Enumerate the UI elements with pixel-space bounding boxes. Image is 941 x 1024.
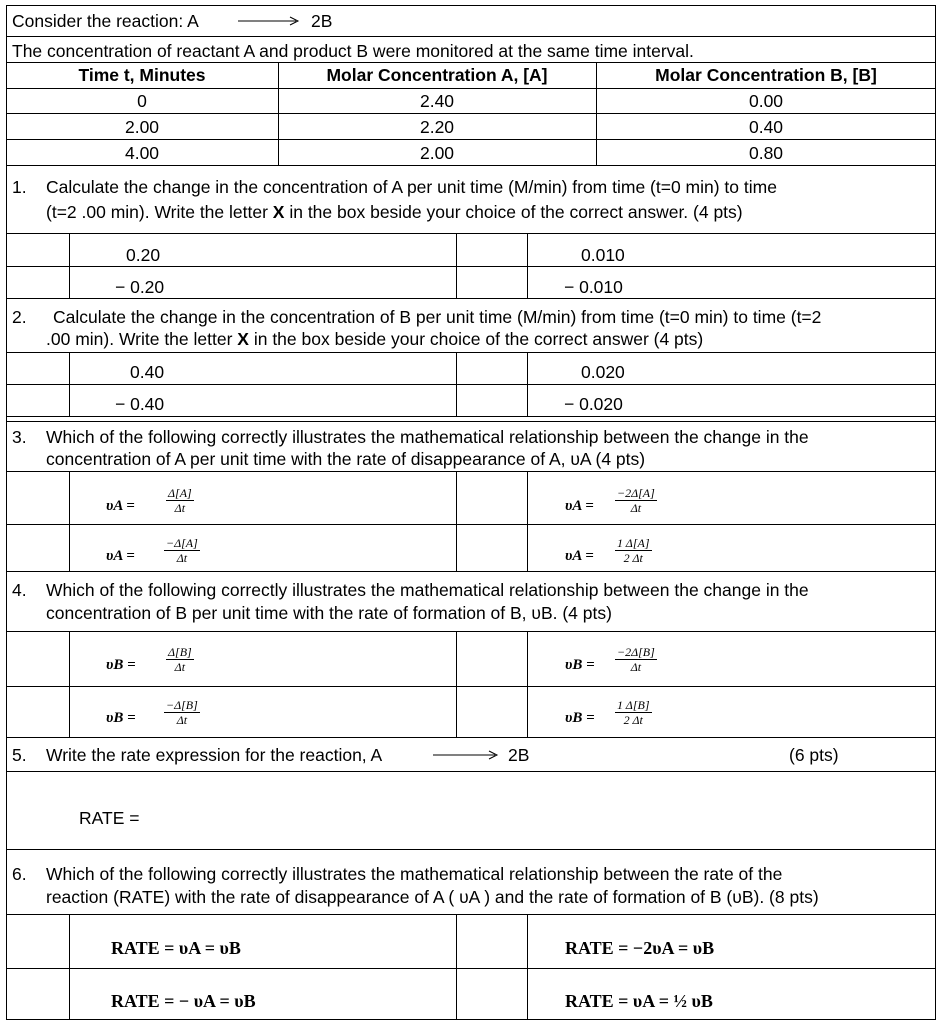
text-part: (t=2 .00 min). Write the letter bbox=[46, 202, 273, 222]
answer-box[interactable] bbox=[457, 969, 527, 1019]
numerator: −Δ[B] bbox=[166, 698, 198, 712]
question-number: 4. bbox=[12, 580, 27, 600]
answer-option: 0.40 bbox=[130, 362, 165, 382]
answer-box[interactable] bbox=[7, 687, 69, 737]
table-header: Molar Concentration B, [B] bbox=[655, 65, 877, 85]
answer-option: 0.020 bbox=[581, 362, 625, 382]
divider bbox=[6, 849, 936, 850]
denominator: Δt bbox=[176, 551, 188, 565]
divider bbox=[69, 471, 70, 571]
question-number: 3. bbox=[12, 427, 27, 447]
answer-box[interactable] bbox=[7, 632, 69, 686]
denominator: 2 Δt bbox=[623, 551, 643, 565]
divider bbox=[527, 631, 528, 737]
question-text-line2: concentration of B per unit time with the rate of formation of B, υB. (4 pts) bbox=[46, 603, 612, 623]
table-cell: 2.00 bbox=[124, 117, 160, 137]
rate-symbol: υB = bbox=[565, 657, 595, 673]
rate-option: RATE = −2υA = υB bbox=[565, 938, 715, 958]
question-text: Write the rate expression for the reaction, A bbox=[46, 745, 383, 765]
answer-box[interactable] bbox=[457, 353, 527, 384]
rate-option: RATE = − υA = υB bbox=[111, 991, 256, 1011]
answer-box[interactable] bbox=[457, 267, 527, 298]
numerator: −Δ[A] bbox=[166, 536, 198, 550]
answer-box[interactable] bbox=[457, 525, 527, 571]
table-cell: 0.40 bbox=[748, 117, 784, 137]
equation-lhs bbox=[565, 656, 595, 673]
equation-lhs bbox=[565, 497, 594, 514]
answer-option: − 0.020 bbox=[564, 394, 623, 414]
rate-symbol: υB = bbox=[565, 710, 595, 726]
text-part: in the box beside your choice of the correct answer (4 pts) bbox=[248, 329, 704, 349]
consider-product: 2B bbox=[311, 11, 333, 31]
rate-symbol: υA = bbox=[565, 548, 594, 564]
answer-box[interactable] bbox=[457, 687, 527, 737]
equation-lhs bbox=[565, 709, 595, 726]
question-text: Which of the following correctly illustrates the mathematical relationship between the change in the bbox=[46, 580, 809, 600]
text-part: .00 min). Write the letter bbox=[46, 329, 238, 349]
divider bbox=[527, 352, 528, 416]
equation-lhs bbox=[565, 547, 594, 564]
question-number: 5. bbox=[12, 745, 27, 765]
divider bbox=[69, 352, 70, 416]
divider bbox=[6, 139, 936, 140]
fraction bbox=[164, 698, 200, 727]
worksheet bbox=[6, 5, 936, 1020]
answer-option: 0.010 bbox=[581, 245, 625, 265]
question-number: 2. bbox=[12, 307, 27, 327]
reaction-arrow-icon bbox=[238, 16, 300, 26]
question-points: (6 pts) bbox=[789, 745, 839, 765]
frame-top bbox=[6, 5, 936, 6]
divider bbox=[6, 571, 936, 572]
question-text: Calculate the change in the concentration of A per unit time (M/min) from time (t=0 min) to time bbox=[46, 177, 777, 197]
answer-option: − 0.40 bbox=[115, 394, 165, 414]
question-text: Which of the following correctly illustrates the mathematical relationship between the rate of the bbox=[46, 864, 783, 884]
divider bbox=[69, 914, 70, 1019]
divider bbox=[6, 416, 936, 417]
divider bbox=[6, 88, 936, 89]
denominator: 2 Δt bbox=[623, 713, 643, 727]
table-cell: 2.40 bbox=[419, 91, 455, 111]
numerator: Δ[A] bbox=[168, 486, 192, 500]
table-cell: 2.20 bbox=[419, 117, 455, 137]
equation-lhs bbox=[106, 656, 136, 673]
table-cell: 2.00 bbox=[419, 143, 455, 163]
answer-box[interactable] bbox=[7, 525, 69, 571]
fraction bbox=[615, 645, 657, 674]
rate-option: RATE = υA = υB bbox=[111, 938, 241, 958]
divider bbox=[69, 233, 70, 298]
consider-label: Consider the reaction: A bbox=[12, 11, 199, 31]
rate-expression-answer-area[interactable] bbox=[186, 795, 886, 841]
question-text: Calculate the change in the concentration of B per unit time (M/min) from time (t=0 min) to time (t=2 bbox=[53, 307, 822, 327]
divider bbox=[6, 771, 936, 772]
question-number: 6. bbox=[12, 864, 27, 884]
table-header: Molar Concentration A, [A] bbox=[326, 65, 548, 85]
question-text-line2 bbox=[46, 202, 743, 222]
numerator: −2Δ[B] bbox=[617, 645, 655, 659]
numerator: Δ[B] bbox=[168, 645, 192, 659]
answer-option: − 0.010 bbox=[564, 277, 623, 297]
divider bbox=[6, 36, 936, 37]
answer-box[interactable] bbox=[7, 234, 69, 265]
answer-box[interactable] bbox=[7, 969, 69, 1019]
divider bbox=[6, 737, 936, 738]
divider bbox=[6, 62, 936, 63]
table-cell: 0 bbox=[137, 91, 147, 111]
denominator: Δt bbox=[174, 660, 186, 674]
divider bbox=[527, 233, 528, 298]
answer-box[interactable] bbox=[7, 353, 69, 384]
divider bbox=[6, 298, 936, 299]
answer-option: − 0.20 bbox=[115, 277, 165, 297]
answer-box[interactable] bbox=[457, 632, 527, 686]
equation-lhs bbox=[106, 709, 136, 726]
equation-lhs bbox=[106, 547, 135, 564]
table-header: Time t, Minutes bbox=[78, 65, 206, 85]
rate-option: RATE = υA = ½ υB bbox=[565, 991, 713, 1011]
numerator: 1 Δ[B] bbox=[617, 698, 650, 712]
question-text: Which of the following correctly illustrates the mathematical relationship between the change in the bbox=[46, 427, 809, 447]
fraction bbox=[615, 536, 652, 565]
answer-box[interactable] bbox=[457, 472, 527, 524]
monitor-text: The concentration of reactant A and product B were monitored at the same time interval. bbox=[12, 41, 694, 61]
divider bbox=[6, 113, 936, 114]
frame-bottom bbox=[6, 1019, 936, 1020]
denominator: Δt bbox=[630, 660, 642, 674]
fraction bbox=[164, 536, 200, 565]
fraction bbox=[615, 698, 652, 727]
answer-option: 0.20 bbox=[126, 245, 161, 265]
question-text-line2 bbox=[46, 329, 703, 349]
numerator: −2Δ[A] bbox=[617, 486, 655, 500]
question-number: 1. bbox=[12, 177, 27, 197]
answer-box[interactable] bbox=[7, 385, 69, 416]
answer-box[interactable] bbox=[7, 472, 69, 524]
answer-box[interactable] bbox=[457, 234, 527, 265]
divider bbox=[527, 914, 528, 1019]
fraction bbox=[166, 645, 194, 674]
fraction bbox=[615, 486, 657, 515]
divider bbox=[6, 165, 936, 166]
text-part: in the box beside your choice of the correct answer. (4 pts) bbox=[284, 202, 743, 222]
denominator: Δt bbox=[174, 501, 186, 515]
fraction bbox=[166, 486, 194, 515]
equation-lhs bbox=[106, 497, 135, 514]
rate-label: RATE = bbox=[79, 808, 140, 828]
answer-box[interactable] bbox=[457, 385, 527, 416]
answer-box[interactable] bbox=[7, 915, 69, 968]
question-text-line2: reaction (RATE) with the rate of disappearance of A ( υA ) and the rate of formation of B (υB). (8 pts) bbox=[46, 887, 819, 907]
table-cell: 0.80 bbox=[748, 143, 784, 163]
answer-box[interactable] bbox=[7, 267, 69, 298]
question-text-line2: concentration of A per unit time with the rate of disappearance of A, υA (4 pts) bbox=[46, 449, 646, 469]
rate-symbol: υA = bbox=[106, 548, 135, 564]
divider bbox=[6, 421, 936, 422]
x-letter: X bbox=[272, 202, 285, 222]
x-letter: X bbox=[237, 329, 249, 349]
rate-symbol: υA = bbox=[565, 498, 594, 514]
rate-symbol: υA = bbox=[106, 498, 135, 514]
denominator: Δt bbox=[630, 501, 642, 515]
numerator: 1 Δ[A] bbox=[617, 536, 650, 550]
reaction-product: 2B bbox=[508, 745, 530, 765]
table-cell: 4.00 bbox=[124, 143, 160, 163]
reaction-arrow-icon bbox=[433, 750, 499, 760]
answer-box[interactable] bbox=[457, 915, 527, 968]
divider bbox=[69, 631, 70, 737]
divider bbox=[527, 471, 528, 571]
table-cell: 0.00 bbox=[748, 91, 784, 111]
denominator: Δt bbox=[176, 713, 188, 727]
rate-symbol: υB = bbox=[106, 657, 136, 673]
rate-symbol: υB = bbox=[106, 710, 136, 726]
